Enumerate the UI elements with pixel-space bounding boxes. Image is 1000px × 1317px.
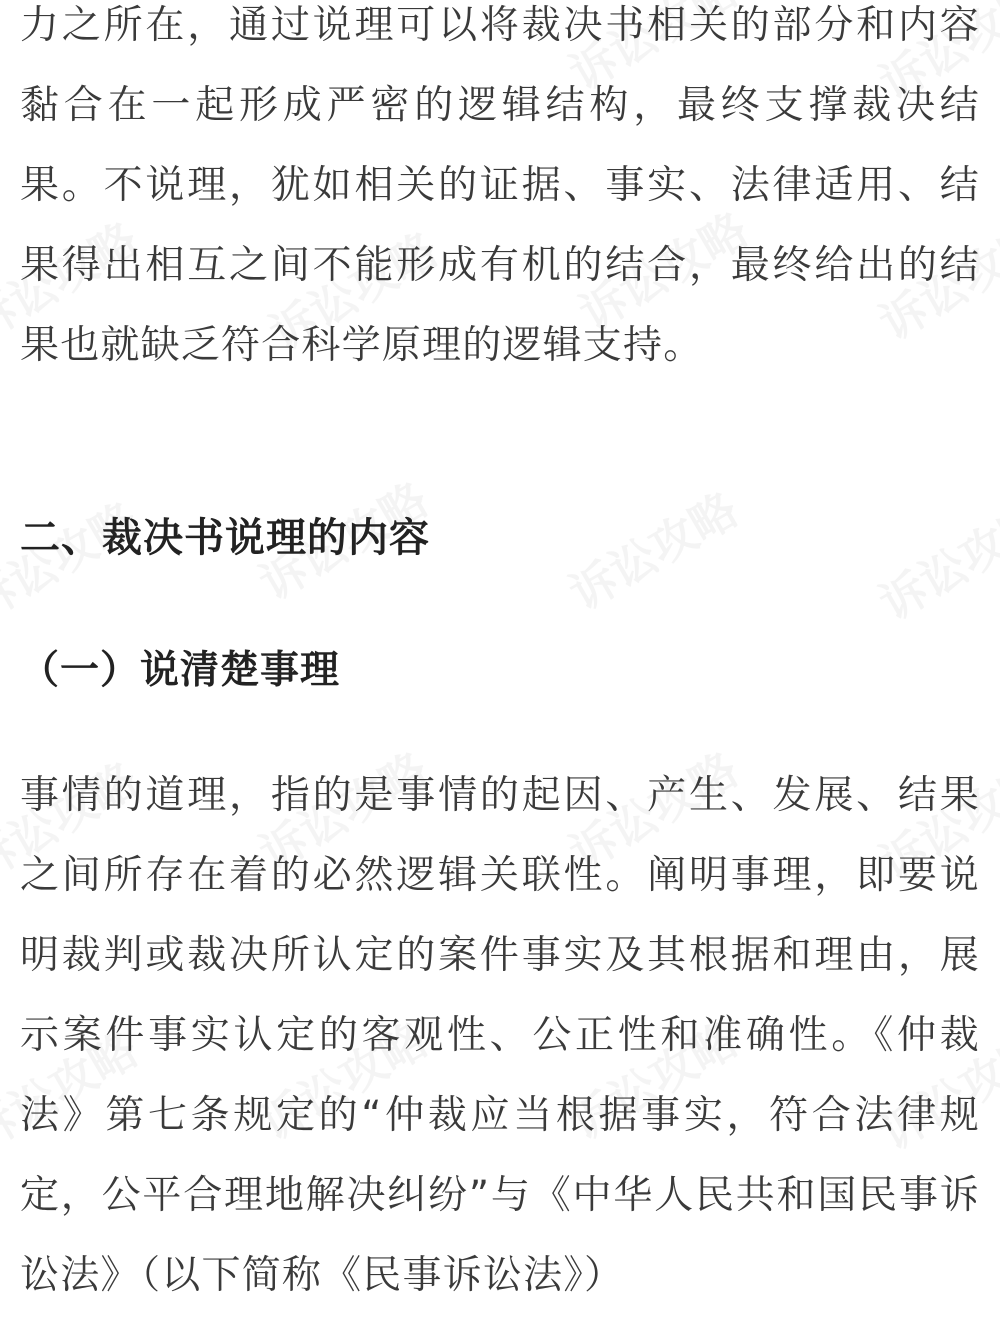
sub-heading: （一）说清楚事理 xyxy=(20,648,341,693)
watermark xyxy=(556,474,748,623)
watermark xyxy=(866,484,1000,633)
intro-paragraph: 力之所在，通过说理可以将裁决书相关的部分和内容黏合在一起形成严密的逻辑结构，最终支撑裁决结果。不说理，犹如相关的证据、事实、法律适用、结果得出相互之间不能形成有机的结合，最终给出的结果也就缺乏符合科学原理的逻辑支持。 xyxy=(20,3,980,368)
body-paragraph: 事情的道理，指的是事情的起因、产生、发展、结果之间所存在着的必然逻辑关联性。阐明事理，即要说明裁判或裁决所认定的案件事实及其根据和理由，展示案件事实认定的客观性、公正性和准确性。《仲裁法》第七条规定的“仲裁应当根据事实，符合法律规定，公平合理地解决纠纷”与《中华人民共和国民事诉讼法》（以下简称《民事诉讼法》） xyxy=(20,773,980,1298)
section-heading: 二、裁决书说理的内容 xyxy=(20,515,430,561)
